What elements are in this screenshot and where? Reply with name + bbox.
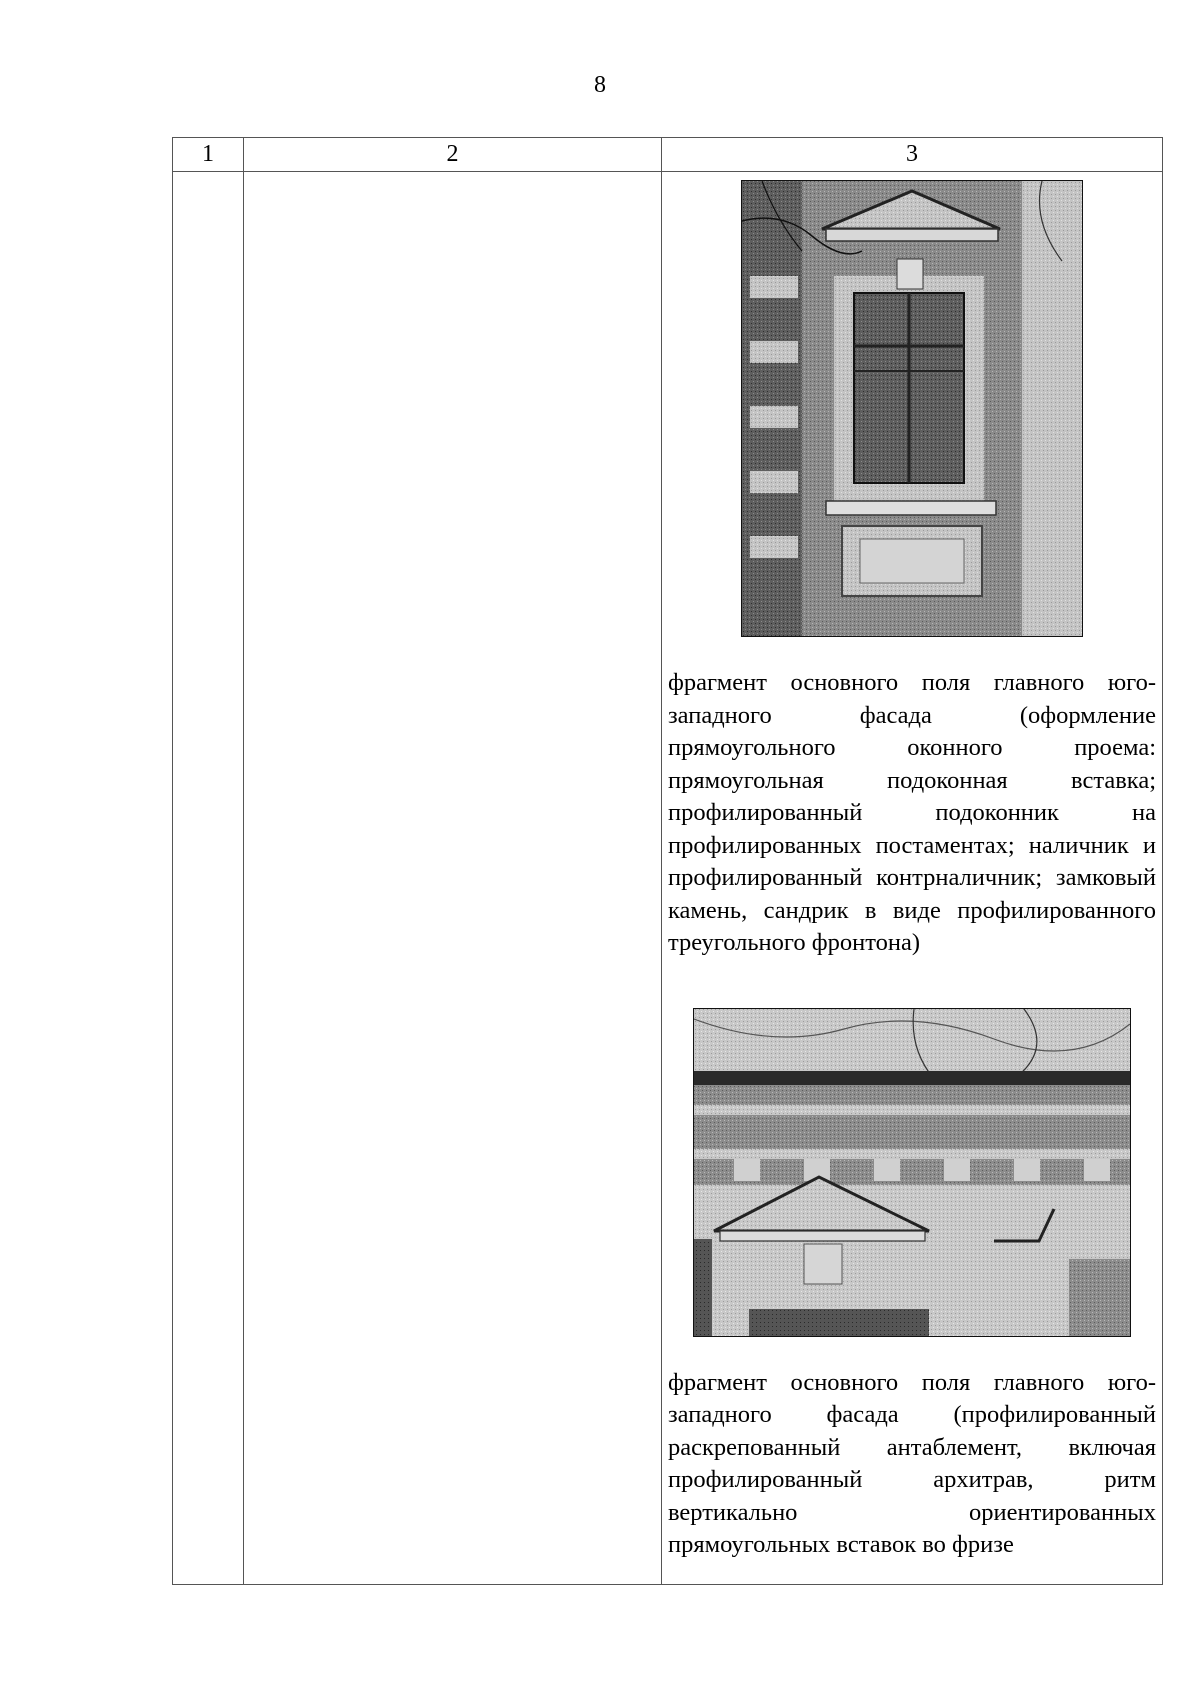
monument-description-table: [172, 137, 1163, 1585]
window-frame-photo: [741, 180, 1083, 637]
entablature-photo: [693, 1008, 1131, 1337]
page-number: 8: [594, 72, 606, 98]
photo-caption-1: фрагмент основного поля главного юго-западного фасада (оформление прямоугольного оконного проема: прямоугольная подоконная вставка; профилированный подоконник на профилированных постаментах; наличник и профилированный контрналичник; замковый камень, сандрик в виде профилированного треугольного фронтона): [668, 669, 1156, 956]
cell-col-1: [173, 172, 244, 1585]
table-header-row: [173, 138, 1163, 172]
header-col-1: 1: [173, 138, 244, 172]
header-col-2: 2: [244, 138, 662, 172]
cell-col-2: [244, 172, 662, 1585]
table-row: [173, 172, 1163, 1585]
header-col-3: 3: [662, 138, 1163, 172]
cell-col-3: [662, 172, 1163, 1585]
photo-caption-2: фрагмент основного поля главного юго-западного фасада (профилированный раскрепованный антаблемент, включая профилированный архитрав, ритм вертикально ориентированных прямоугольных вставок во фризе: [668, 1368, 1156, 1558]
